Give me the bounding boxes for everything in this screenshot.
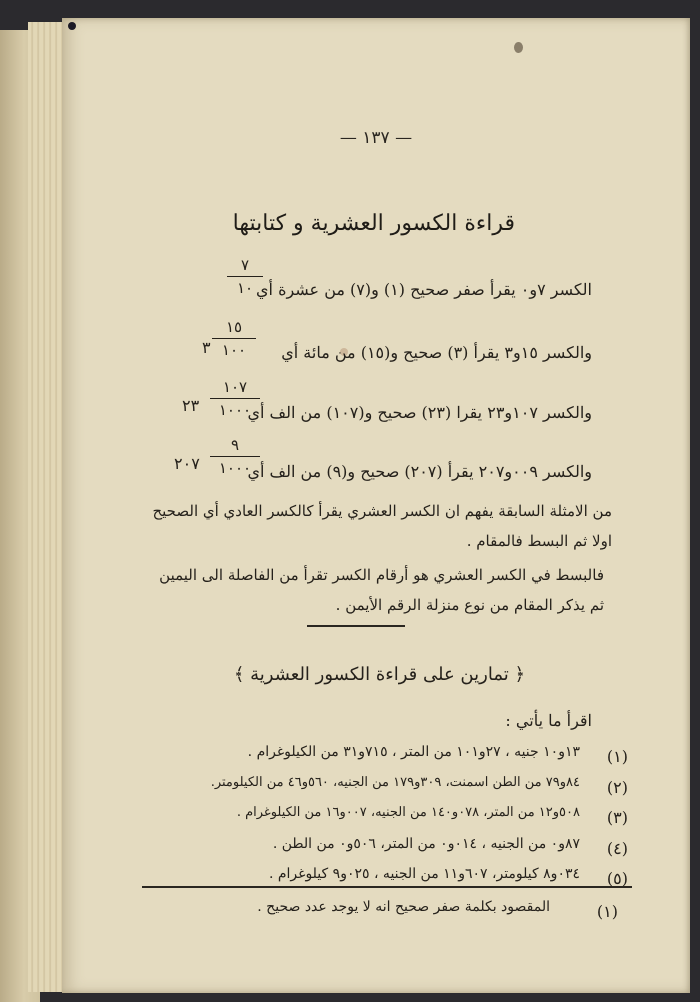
whole-part-3: ٢٣ [182, 396, 200, 415]
explanation-line-3: فالبسط في الكسر العشري هو أرقام الكسر تقرأ من الفاصلة الى اليمين [159, 566, 604, 584]
exercise-3: ٥٠٨و١٢ من المتر، ٠٧٨و١٤٠ من الجنيه، ٠٠٧و١٦ من الكيلوغرام . [236, 805, 580, 820]
exercise-number-2: (٢) [606, 778, 628, 797]
explanation-line-1: من الامثلة السابقة يفهم ان الكسر العشري يقرأ كالكسر العادي أي الصحيح [152, 502, 612, 520]
footnote-text: المقصود بكلمة صفر صحيح انه لا يوجد عدد صحيح . [257, 899, 550, 915]
example-line-1: الكسر ٧و٠ يقرأ صفر صحيح (١) و(٧) من عشرة أي [256, 280, 592, 299]
fraction-bar [210, 398, 260, 399]
footnote-number: (١) [596, 902, 618, 921]
fraction-4 [210, 436, 260, 477]
fraction-bar [227, 276, 263, 277]
exercise-number-3: (٣) [606, 808, 628, 827]
exercise-2: ٨٤و٧٩ من الطن اسمنت، ٣٠٩و١٧٩ من الجنيه، ٥٦٠و٤٦ من الكيلومتر. [210, 775, 580, 790]
fraction-bar [212, 338, 256, 339]
example-line-3: والكسر ١٠٧و٢٣ يقرا (٢٣) صحيح و(١٠٧) من الف أي [247, 403, 592, 422]
exercise-number-5: (٥) [606, 869, 628, 888]
exercise-1: ١٣و١٠ جنيه ، ٢٧و١٠١ من المتر ، ٧١٥و٣١ من الكيلوغرام . [247, 744, 580, 760]
exercise-4: ٨٧و٠ من الجنيه ، ٠١٤و٠ من المتر، ٥٠٦و٠ من الطن . [272, 836, 580, 852]
whole-part-2: ٣ [202, 338, 211, 357]
section-divider [307, 625, 405, 627]
fraction-bar [210, 456, 260, 457]
fraction-denominator: ١٠٠٠ [218, 401, 252, 419]
fraction-denominator: ١٠ [236, 279, 254, 297]
fraction-denominator: ١٠٠ [221, 341, 247, 359]
exercise-5: ٠٣٤و٨ كيلومتر، ٦٠٧و١١ من الجنيه ، ٠٢٥و٩ كيلوغرام . [268, 866, 580, 882]
fraction-denominator: ١٠٠٠ [218, 459, 252, 477]
ink-spot [68, 22, 76, 30]
exercises-title: ﴿ تمارين على قراءة الكسور العشرية ﴾ [233, 664, 525, 685]
footnote-divider [142, 886, 632, 888]
example-line-2: والكسر ١٥و٣ يقرأ (٣) صحيح و(١٥) من مائة أي [281, 343, 592, 362]
exercise-number-4: (٤) [606, 839, 628, 858]
fraction-2 [212, 318, 256, 359]
explanation-line-4: ثم يذكر المقام من نوع منزلة الرقم الأيمن . [335, 596, 604, 614]
exercise-number-1: (١) [606, 747, 628, 766]
fraction-3 [210, 378, 260, 419]
explanation-line-2: اولا ثم البسط فالمقام . [466, 532, 612, 550]
fraction-1 [227, 256, 263, 297]
section-title: قراءة الكسور العشرية و كتابتها [232, 211, 515, 236]
fraction-numerator: ٧ [240, 256, 250, 274]
fraction-numerator: ١٠٧ [222, 378, 248, 396]
fraction-numerator: ١٥ [225, 318, 243, 336]
fraction-numerator: ٩ [230, 436, 240, 454]
book-page [62, 18, 690, 993]
read-prompt: اقرأ ما يأتي : [505, 711, 592, 730]
ink-spot [514, 42, 523, 53]
page-number: — ١٣٧ — [339, 128, 413, 148]
whole-part-4: ٢٠٧ [174, 454, 200, 473]
example-line-4: والكسر ٠٠٩و٢٠٧ يقرأ (٢٠٧) صحيح و(٩) من الف أي [247, 462, 592, 481]
